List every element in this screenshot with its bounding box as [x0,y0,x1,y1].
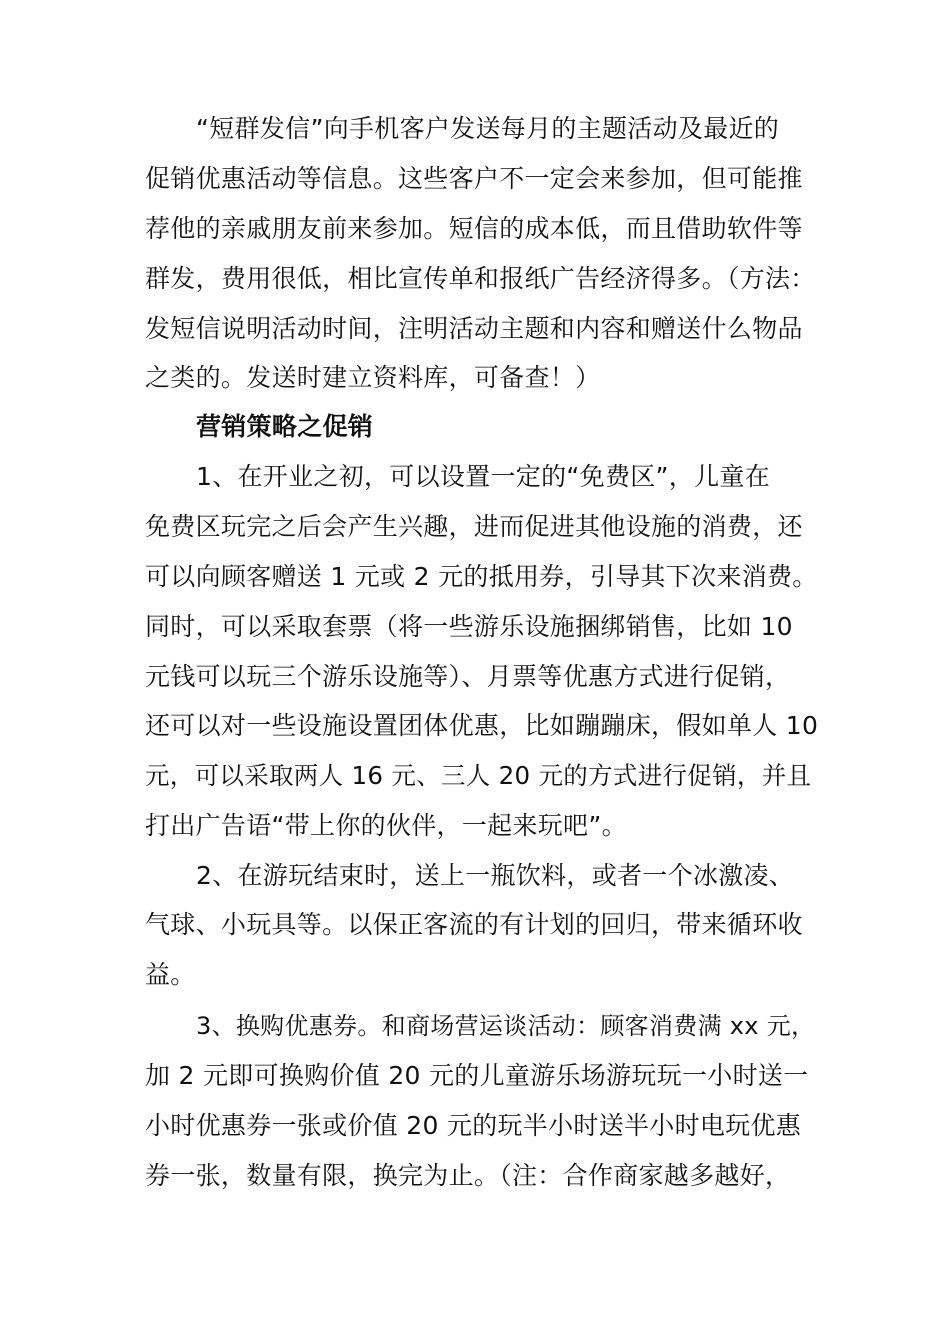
paragraph-sms-line-6: 之类的。发送时建立资料库，可备查！） [145,363,601,392]
paragraph-sms-line-3: 荐他的亲戚朋友前来参加。短信的成本低，而且借助软件等 [145,214,803,243]
paragraph-sms-line-2: 促销优惠活动等信息。这些客户不一定会来参加，但可能推 [145,164,803,193]
paragraph-promo-3-line-2: 加 2 元即可换购价值 20 元的儿童游乐场游玩玩一小时送一 [145,1061,809,1090]
paragraph-sms-line-5: 发短信说明活动时间，注明活动主题和内容和赠送什么物品 [145,314,803,343]
paragraph-promo-1-line-5: 元钱可以玩三个游乐设施等）、月票等优惠方式进行促销， [145,662,791,691]
paragraph-promo-2-line-2: 气球、小玩具等。以保正客流的有计划的回归，带来循环收 [145,910,803,939]
paragraph-promo-1-line-3: 可以向顾客赠送 1 元或 2 元的抵用券，引导其下次来消费。 [145,562,818,591]
paragraph-sms-line-1: “短群发信”向手机客户发送每月的主题活动及最近的 [196,114,780,143]
paragraph-promo-1-line-1: 1、在开业之初，可以设置一定的“免费区”，儿童在 [196,462,771,491]
paragraph-promo-3-line-4: 券一张，数量有限，换完为止。（注：合作商家越多越好， [145,1161,791,1190]
paragraph-promo-1-line-2: 免费区玩完之后会产生兴趣，进而促进其他设施的消费，还 [145,512,803,541]
section-heading: 营销策略之促销 [196,412,374,441]
paragraph-promo-3-line-3: 小时优惠券一张或价值 20 元的玩半小时送半小时电玩优惠 [145,1111,802,1140]
paragraph-promo-1-line-4: 同时，可以采取套票（将一些游乐设施捆绑销售，比如 10 [145,612,793,641]
paragraph-promo-1-line-8: 打出广告语“带上你的伙伴，一起来玩吧”。 [145,811,627,840]
paragraph-sms-line-4: 群发，费用很低，相比宣传单和报纸广告经济得多。（方法： [145,264,816,293]
paragraph-promo-2-line-3: 益。 [145,960,196,989]
paragraph-promo-1-line-6: 还可以对一些设施设置团体优惠，比如蹦蹦床，假如单人 10 [145,711,819,740]
paragraph-promo-2-line-1: 2、在游玩结束时，送上一瓶饮料，或者一个冰激凌、 [196,861,795,890]
paragraph-promo-1-line-7: 元，可以采取两人 16 元、三人 20 元的方式进行促销，并且 [145,761,812,790]
paragraph-promo-3-line-1: 3、换购优惠券。和商场营运谈活动：顾客消费满 xx 元， [196,1012,816,1040]
